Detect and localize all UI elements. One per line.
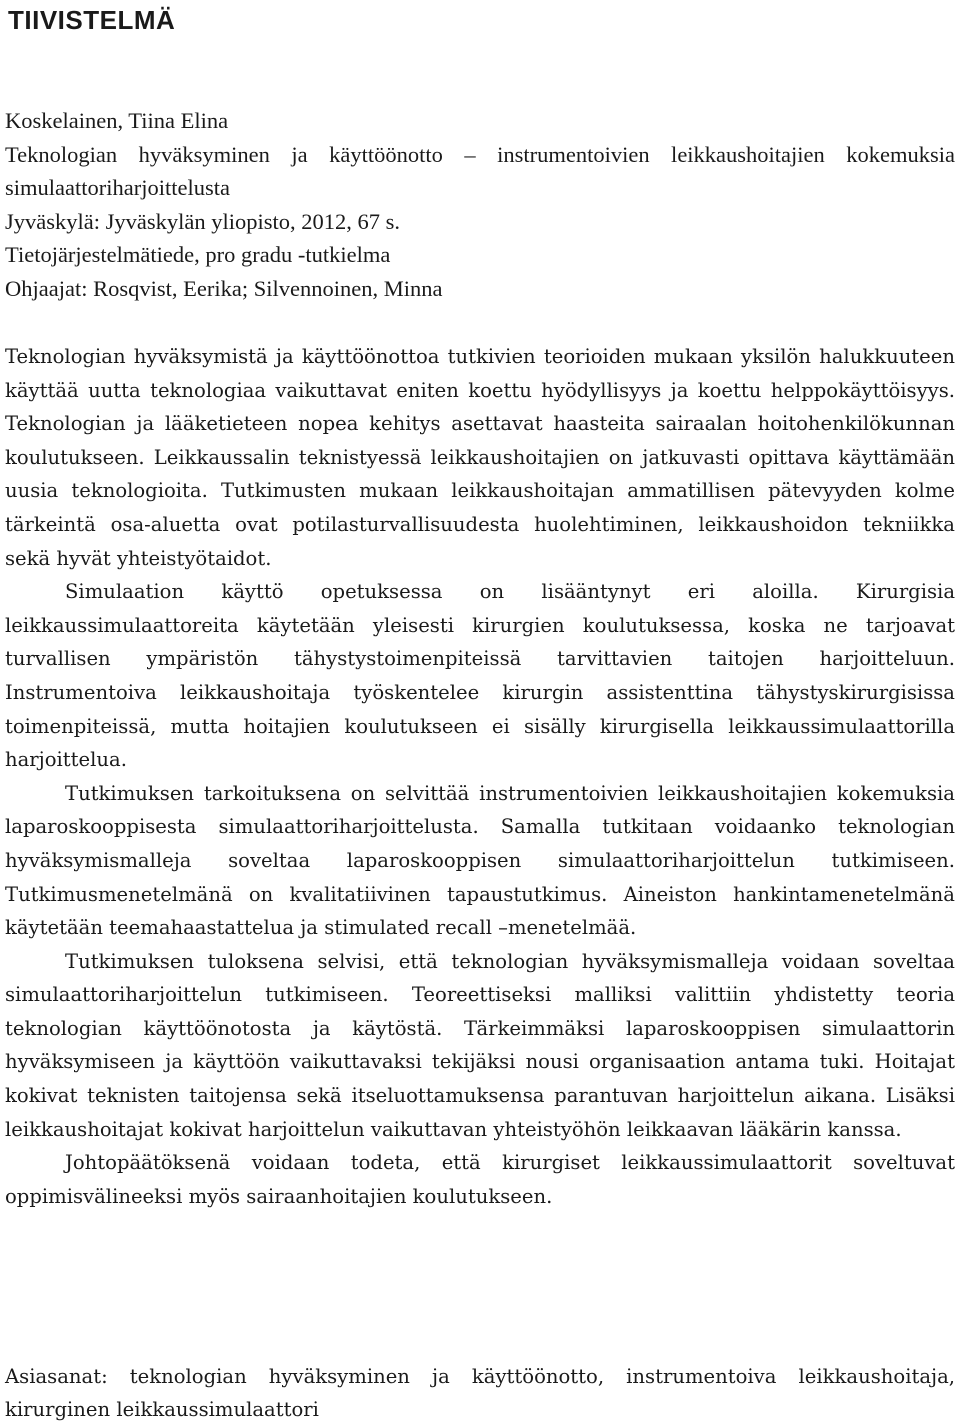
abstract-paragraph-2: Simulaation käyttö opetuksessa on lisääntynyt eri aloilla. Kirurgisia leikkaussimulaattoreita käytetään yleisesti kirurgien koulutuksessa, koska ne tarjoavat turvallisen ympäristön tähystystoimenpiteissä tarvittavien taitojen harjoitteluun. Instrumentoiva leikkaushoitaja työskentelee kirurgin assistenttina tähystyskirurgisissa toimenpiteissä, mutta hoitajien koulutukseen ei sisälly kirurgisella leikkaussimulaattorilla harjoittelua. [5, 580, 955, 772]
keywords: Asiasanat: teknologian hyväksyminen ja käyttöönotto, instrumentoiva leikkaushoitaja, kirurginen leikkaussimulaattori [5, 1364, 955, 1422]
supervisors-line: Ohjaajat: Rosqvist, Eerika; Silvennoinen, Minna [5, 275, 443, 301]
page-title: TIIVISTELMÄ [8, 5, 176, 35]
abstract-paragraph-5: Johtopäätöksenä voidaan todeta, että kirurgiset leikkaussimulaattorit soveltuvat oppimisvälineeksi myös sairaanhoitajien koulutukseen. [5, 1151, 955, 1208]
abstract-paragraph-4: Tutkimuksen tuloksena selvisi, että teknologian hyväksymismalleja voidaan soveltaa simulaattoriharjoittelun tutkimiseen. Teoreettiseksi malliksi valittiin yhdistetty teoria teknologian käyttöönotosta ja käytöstä. Tärkeimmäksi laparoskooppisen simulaattorin hyväksymiseen ja käyttöön vaikuttavaksi tekijäksi nousi organisaation antama tuki. Hoitajat kokivat teknisten taitojensa sekä itseluottamuksensa parantuvan harjoittelun aikana. Lisäksi leikkaushoitajat kokivat harjoittelun vaikuttavan yhteistyöhön leikkaavan lääkärin kanssa. [5, 949, 955, 1141]
thesis-title [5, 138, 955, 205]
discipline-line: Tietojärjestelmätiede, pro gradu -tutkielma [5, 242, 391, 268]
abstract-body [5, 340, 955, 1213]
author-line: Koskelainen, Tiina Elina [5, 108, 229, 133]
publisher-line: Jyväskylä: Jyväskylän yliopisto, 2012, 67 s. [5, 208, 400, 234]
abstract-paragraph-1: Teknologian hyväksymistä ja käyttöönottoa tutkivien teorioiden mukaan yksilön halukkuuteen käyttää uutta teknologiaa vaikuttavat eniten koettu hyödyllisyys ja koettu helppokäyttöisyys. Teknologian ja lääketieteen nopea kehitys asettavat haasteita sairaalan hoitohenkilökunnan koulutukseen. Leikkaussalin teknistyessä leikkaushoitajien on jatkuvasti opittava käyttämään uusia teknologioita. Tutkimusten mukaan leikkaushoitajan ammatillisen pätevyyden kolme tärkeintä osa-aluetta ovat potilasturvallisuudesta huolehtiminen, leikkaushoidon tekniikka sekä hyvät yhteistyötaidot. [5, 345, 955, 570]
thesis-title-text: Teknologian hyväksyminen ja käyttöönotto – instrumentoivien leikkaushoitajien kokemuksia simulaattoriharjoittelusta [5, 141, 955, 201]
abstract-paragraph-3: Tutkimuksen tarkoituksena on selvittää instrumentoivien leikkaushoitajien kokemuksia laparoskooppisesta simulaattoriharjoittelusta. Samalla tutkitaan voidaanko teknologian hyväksymismalleja soveltaa laparoskooppisen simulaattoriharjoittelun tutkimiseen. Tutkimusmenetelmänä on kvalitatiivinen tapaustutkimus. Aineiston hankintamenetelmänä käytetään teemahaastattelua ja stimulated recall –menetelmää. [5, 781, 955, 940]
bibliographic-info [5, 104, 955, 306]
